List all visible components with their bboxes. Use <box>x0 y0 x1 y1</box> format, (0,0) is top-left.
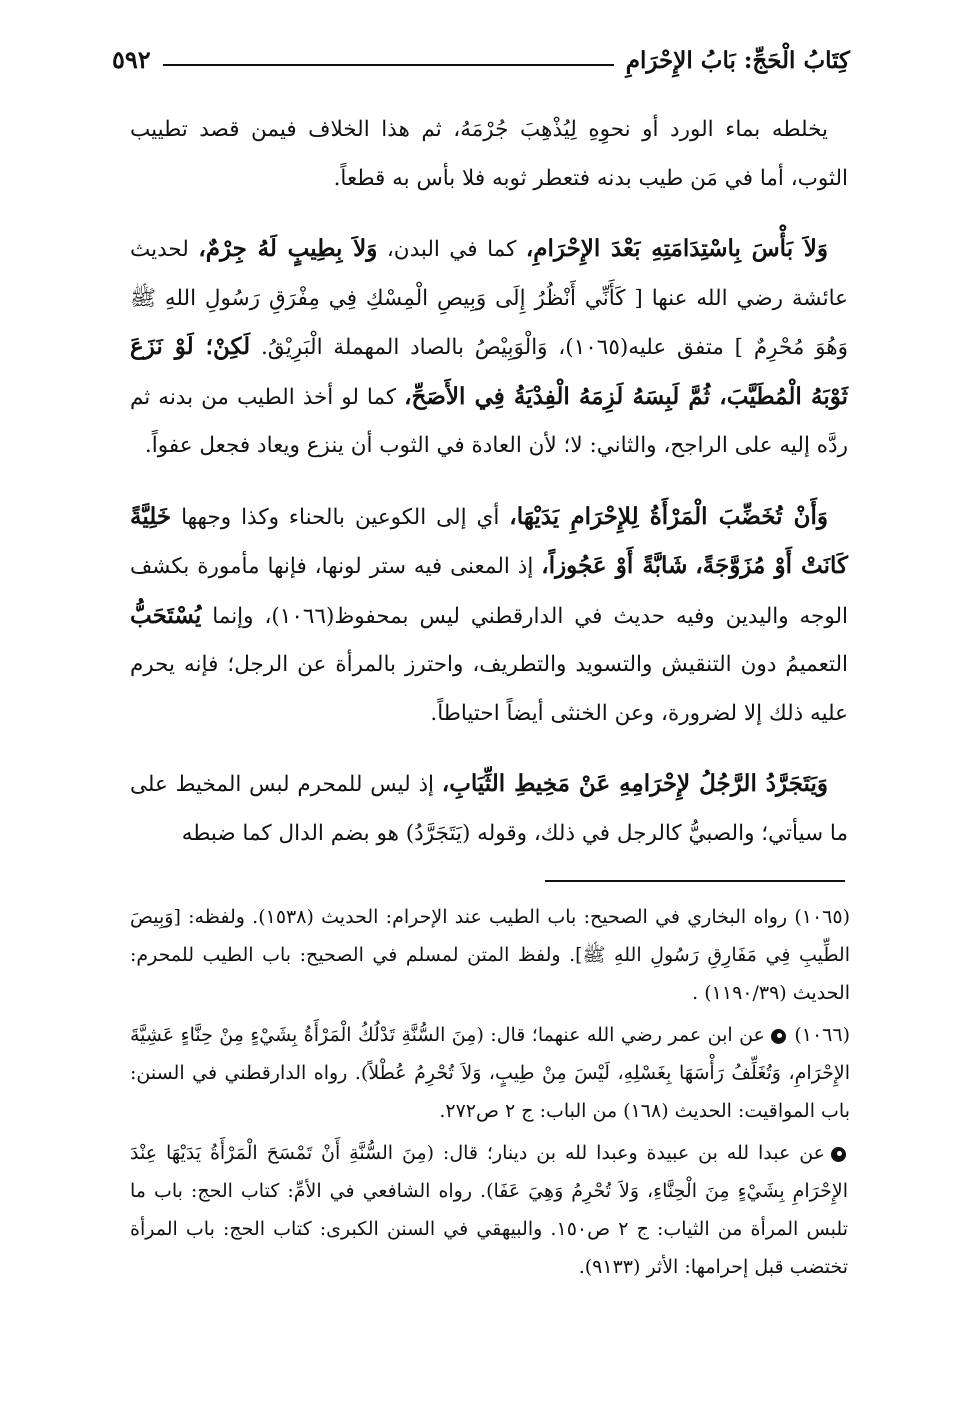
footnote-text: عن ابن عمر رضي الله عنهما؛ قال: (مِنَ السُّنَّةِ تَدْلُكُ الْمَرْأَةُ بِشَيْءٍ مِنْ حِنَّاءٍ عَشِيَّةَ الإِحْرَامِ، وَتُغَلِّفُ رَأْسَهَا بِغَسْلِهِ، لَيْسَ مِنْ طِيبٍ، وَلاَ تُحْرِمُ عُطْلاً). رواه الدارقطني في السنن: باب المواقيت: الحديث (١٦٨) من الباب: ج ٢ ص٢٧٢. <box>130 1024 850 1122</box>
commentary-text: لحديث عائشة رضي الله عنها [ <box>130 237 848 311</box>
footnotes <box>130 898 850 1290</box>
matn-text: خَلِيَّةً كَانَتْ أَوْ مُزَوَّجَةً، <box>130 502 849 579</box>
matn-text: وَأَنْ تُخَضِّبَ الْمَرْأَةُ لِلإِحْرَامِ يَدَيْهَا، <box>509 502 828 530</box>
commentary-text: كما في البدن، <box>377 237 526 262</box>
matn-text: وَيَتَجَرَّدُ الرَّجُلُ لإِحْرَامِهِ عَنْ مَخِيطِ الثِّيَابِ، <box>441 770 828 797</box>
commentary-text: إذ ليس للمحرم لبس المخيط على ما سيأتي؛ والصبيُّ كالرجل في ذلك، وقوله (يَتَجَرَّدُ) هو بضم الدال كما ضبطه <box>130 772 848 846</box>
paragraph-2 <box>130 225 848 471</box>
footnote-1066 <box>130 1016 850 1130</box>
commentary-text: التعميمُ دون التنقيش والتسويد والتطريف، واحترز بالمرأة عن الرجل؛ فإنه يحرم عليه ذلك إلا لضرورة، وعن الخنثى أيضاً احتياطاً. <box>130 652 848 726</box>
paragraph-1: يخلطه بماء الورد أو نحوِهِ لِيُذْهِبَ جُرْمَهُ، ثم هذا الخلاف فيمن قصد تطييب الثوب، أما في مَن طيب بدنه فتعطر ثوبه فلا بأس به قطعاً. <box>130 117 848 191</box>
header-rule <box>163 64 614 66</box>
commentary-text: إذ المعنى فيه ستر لونها، فإنها مأمورة بكشف الوجه واليدين وفيه حديث في الدارقطني ليس بمحفوظ(١٠٦٦)، وإنما <box>130 554 848 629</box>
matn-text: وَلاَ بَأْسَ بِاسْتِدَامَتِهِ بَعْدَ الإِحْرَامِ، <box>525 235 828 262</box>
paragraph-3 <box>130 493 848 739</box>
matn-text: لَكِنْ؛ لَوْ نَزَعَ ثَوْبَهُ الْمُطَيَّبَ، ثُمَّ لَبِسَهُ لَزِمَهُ الْفِدْيَةُ فِي الأَصَحِّ، <box>130 333 848 410</box>
commentary-text: كما لو أخذ الطيب من بدنه ثم ردَّه إليه على الراجح، والثاني: لا؛ لأن العادة في الثوب أن ينزع ويعاد فجعل عفواً. <box>130 384 848 458</box>
bullet-icon <box>771 1029 786 1044</box>
matn-text: وَلاَ بِطِيبٍ لَهُ جِرْمٌ، <box>198 235 378 262</box>
footnote-number: (١٠٦٦) <box>794 1024 850 1046</box>
hadith-quote: كَأَنِّي أَنْظُرُ إِلَى وَبِيصِ الْمِسْكِ فِي مِفْرَقِ رَسُولِ اللهِ ﷺ وَهُوَ مُحْرِمٌ <box>130 285 849 360</box>
main-text <box>130 106 848 880</box>
page-number: ٥٩٢ <box>112 45 151 74</box>
paragraph-4 <box>130 760 848 858</box>
bullet-icon <box>831 1147 846 1162</box>
footnote-separator <box>545 880 845 882</box>
running-header <box>112 34 850 74</box>
commentary-text: ] متفق عليه(١٠٦٥)، وَالْوَبِيْصُ بالصاد المهملة الْبَرِيْقُ. <box>250 335 744 360</box>
chapter-title: كِتَابُ الْحَجِّ: بَابُ الإِحْرَامِ <box>625 47 850 74</box>
matn-text: شَابَّةً أَوْ عَجُوزاً، <box>541 552 688 579</box>
footnote-1065: (١٠٦٥) رواه البخاري في الصحيح: باب الطيب عند الإحرام: الحديث (١٥٣٨). ولفظه: [وَبِيصَ الطِّيبِ فِي مَفَارِقِ رَسُولِ اللهِ ﷺ]. ولفظ المتن لمسلم في الصحيح: باب الطيب للمحرم: الحديث (١١٩٠/٣٩) . <box>130 906 850 1004</box>
matn-text: يُسْتَحَبُّ <box>130 601 202 629</box>
commentary-text: أي إلى الكوعين بالحناء وكذا وجهها <box>171 504 510 530</box>
footnote-text: عن عبدا لله بن عبيدة وعبدا لله بن دينار؛ قال: (مِنَ السُّنَّةِ أَنْ تَمْسَحَ الْمَرْأَةُ يَدَيْهَا عِنْدَ الإِحْرَامِ بِشَيْءٍ مِنَ الْحِنَّاءِ، وَلاَ تُحْرِمُ وَهِيَ عَفَا). رواه الشافعي في الأمِّ: كتاب الحج: باب ما تلبس المرأة من الثياب: ج ٢ ص١٥٠. والبيهقي في السنن الكبرى: كتاب الحج: باب المرأة تختضب قبل إحرامها: الأثر (٩١٣٣). <box>130 1142 848 1278</box>
footnote-1066-continued <box>130 1134 850 1286</box>
